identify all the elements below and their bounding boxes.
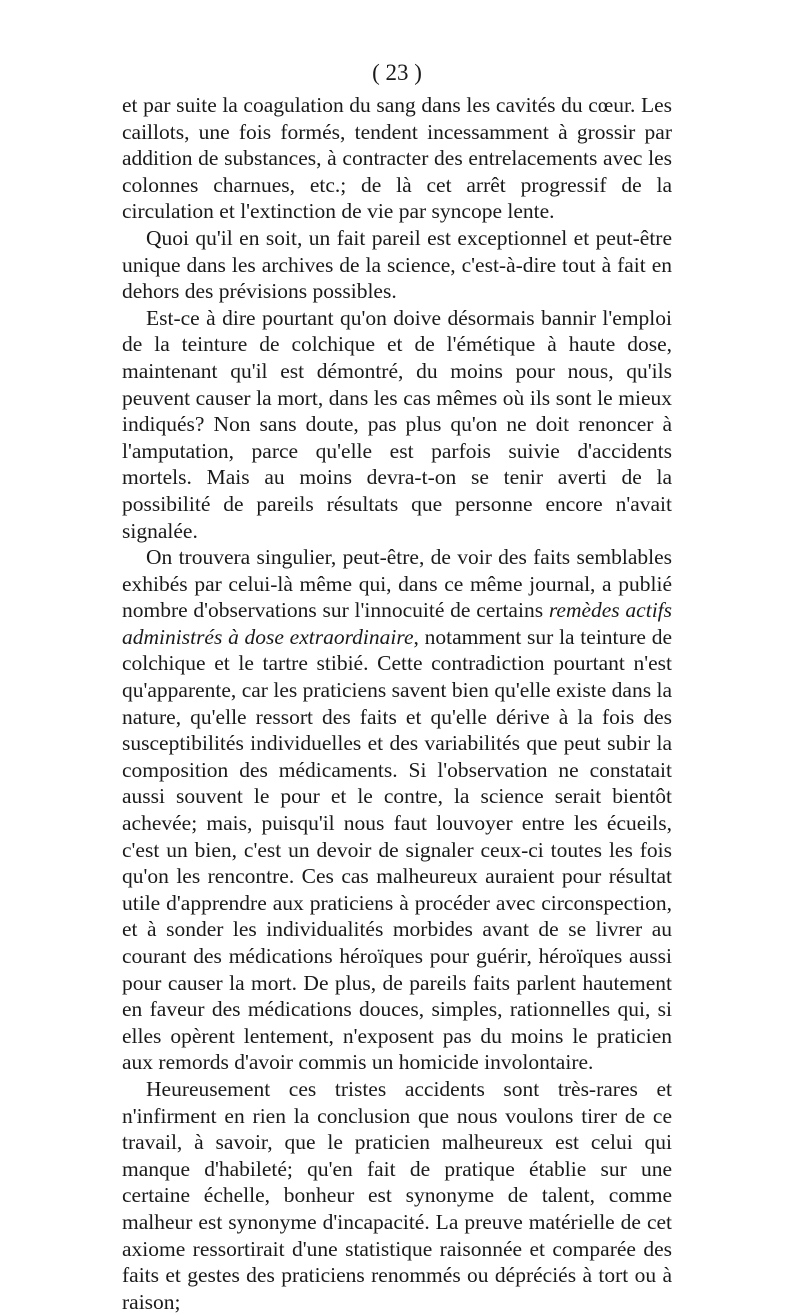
paragraph-4-text-a: On trouvera singulier, peut-être, de voir des faits semblables exhibés par celui-là même qui, dans ce même journal, a publié nombre d'observations sur l'innocuité de certains	[122, 545, 672, 623]
paragraph-4-italic-phrase: remèdes actifs administrés à dose extraordinaire	[122, 598, 673, 649]
paragraph-1	[122, 92, 672, 225]
paragraph-1-text: et par suite la coagulation du sang dans les cavités du cœur. Les caillots, une fois formés, tendent incessamment à grossir par addition de substances, à contracter des entrelacements avec les colonnes charnues, etc.; de là cet arrêt progressif de la circulation et l'extinction de vie par syncope lente.	[122, 93, 672, 224]
paragraph-5-text: Heureusement ces tristes accidents sont très-rares et n'infirment en rien la conclusion que nous voulons tirer de ce travail, à savoir, que le praticien malheureux est celui qui manque d'habileté; qu'en fait de pratique établie sur une certaine échelle, bonheur est synonyme de talent, comme malheur est synonyme d'incapacité. La preuve matérielle de cet axiome ressortirait d'une statistique raisonnée et comparée des faits et gestes des praticiens renommés ou dépréciés à tort ou à raison;	[122, 1076, 672, 1314]
page-number: ( 23 )	[372, 60, 422, 85]
paragraph-5	[122, 1076, 672, 1315]
paragraph-3	[122, 305, 672, 544]
paragraph-4	[122, 544, 672, 1076]
paragraph-2-text: Quoi qu'il en soit, un fait pareil est exceptionnel et peut-être unique dans les archives de la science, c'est-à-dire tout à fait en dehors des prévisions possibles.	[122, 225, 672, 304]
paragraph-3-text: Est-ce à dire pourtant qu'on doive désormais bannir l'emploi de la teinture de colchique et de l'émétique à haute dose, maintenant qu'il est démontré, du moins pour nous, qu'ils peuvent causer la mort, dans les cas mêmes où ils sont le mieux indiqués? Non sans doute, pas plus qu'on ne doit renoncer à l'amputation, parce qu'elle est parfois suivie d'accidents mortels. Mais au moins devra-t-on se tenir averti de la possibilité de pareils résultats que personne encore n'avait signalée.	[122, 305, 672, 543]
paragraph-4-text-b: , notamment sur la teinture de colchique et le tartre stibié. Cette contradiction pourtant n'est qu'apparente, car les praticiens savent bien qu'elle existe dans la nature, qu'elle ressort des faits et qu'elle dérive à la fois des susceptibilités individuelles et des variabilités que peut subir la composition des médicaments. Si l'observation ne constatait aussi souvent le pour et le contre, la science serait bientôt achevée; mais, puisqu'il nous faut louvoyer entre les écueils, c'est un bien, c'est un devoir de signaler ceux-ci toutes les fois qu'on les rencontre. Ces cas malheureux auraient pour résultat utile d'apprendre aux praticiens à procéder avec circonspection, et à sonder les individualités morbides avant de se livrer au courant des médications héroïques pour guérir, héroïques aussi pour causer la mort. De plus, de pareils faits parlent hautement en faveur des médications douces, simples, rationnelles qui, si elles opèrent lentement, n'exposent pas du moins le praticien aux remords d'avoir commis un homicide involontaire.	[122, 624, 672, 1075]
paragraph-2	[122, 225, 672, 305]
